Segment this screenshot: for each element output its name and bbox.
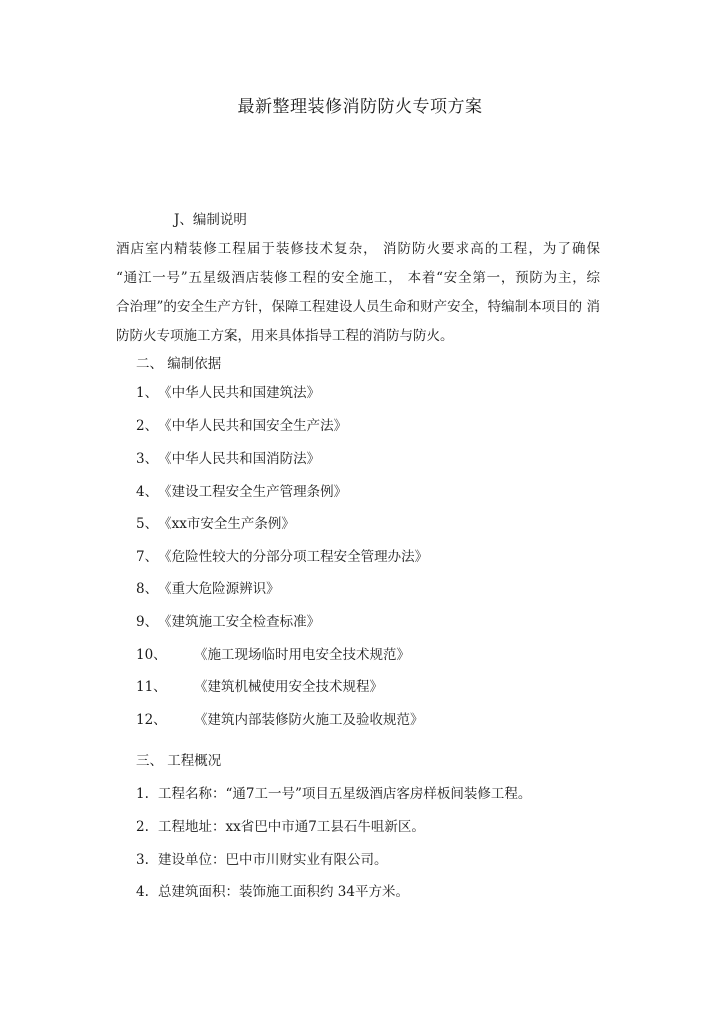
list-item [136,711,424,729]
list-item [136,548,428,566]
list-item-number: 10、 [136,647,167,663]
list-item [136,417,347,435]
list-item-number: 2. [136,819,149,835]
list-item-text: 《中华人民共和国建筑法》 [158,385,321,401]
list-item [136,646,410,664]
paragraph-line: “通江一号”五星级酒店装修工程的安全施工， 本着“安全第一，预防为主，综 [116,270,600,286]
list-item-number: 3. [136,852,149,868]
list-item-text: 《建筑施工安全检查标准》 [158,614,321,630]
list-item-text: 《中华人民共和国安全生产法》 [158,418,348,434]
list-item [136,450,320,468]
list-item-text: 《施工现场临时用电安全技术规范》 [194,647,410,663]
list-item-text: 建设单位：巴中市川财实业有限公司。 [158,852,388,868]
paragraph-line: 酒店室内精装修工程届于装修技术复杂， 消防防火要求高的工程，为了确保 [116,241,600,257]
list-item [136,384,320,402]
section-heading-compilation-note: J、编制说明 [174,212,247,228]
list-item-number: 9、 [136,614,159,630]
list-item-number: 7、 [136,549,159,565]
list-item-text: 《xx市安全生产条例》 [158,516,295,532]
list-item [136,883,409,901]
list-item-text: 《建设工程安全生产管理条例》 [158,484,348,500]
list-item [136,818,425,836]
list-item-text: 总建筑面积：装饰施工面积约 34平方米。 [158,884,409,900]
list-item-number: 4. [136,884,149,900]
list-item-text: 《危险性较大的分部分项工程安全管理办法》 [158,549,429,565]
list-item-number: 12、 [136,712,167,728]
section-heading-basis: 二、 编制依据 [136,356,222,372]
list-item-number: 2、 [136,418,159,434]
list-item-text: 《建筑内部装修防火施工及验收规范》 [194,712,424,728]
document-title: 最新整理装修消防防火专项方案 [237,97,483,117]
list-item [136,678,383,696]
list-item-text: 工程名称：“通7工一号”项目五星级酒店客房样板间装修工程。 [158,786,532,802]
list-item-text: 《建筑机械使用安全技术规程》 [194,679,383,695]
section-heading-overview: 三、 工程概况 [136,753,222,769]
list-item-text: 工程地址：xx省巴中市通7工县石牛咀新区。 [158,819,425,835]
list-item-number: 5、 [136,516,159,532]
list-item-text: 《中华人民共和国消防法》 [158,451,321,467]
list-item-number: 3、 [136,451,159,467]
list-item-number: 4、 [136,484,159,500]
paragraph-line: 防防火专项施工方案，用来具体指导工程的消防与防火。 [116,328,454,344]
list-item [136,613,320,631]
list-item-number: 11、 [136,679,167,695]
list-item-number: 8、 [136,581,159,597]
list-item-number: 1、 [136,385,159,401]
list-item [136,580,280,598]
list-item [136,785,531,803]
paragraph-line: 合治理”的安全生产方针，保障工程建设人员生命和财产安全，特编制本项目的 消 [116,299,600,315]
list-item [136,515,295,533]
list-item-text: 《重大危险源辨识》 [158,581,280,597]
list-item-number: 1. [136,786,149,802]
list-item [136,851,388,869]
list-item [136,483,347,501]
